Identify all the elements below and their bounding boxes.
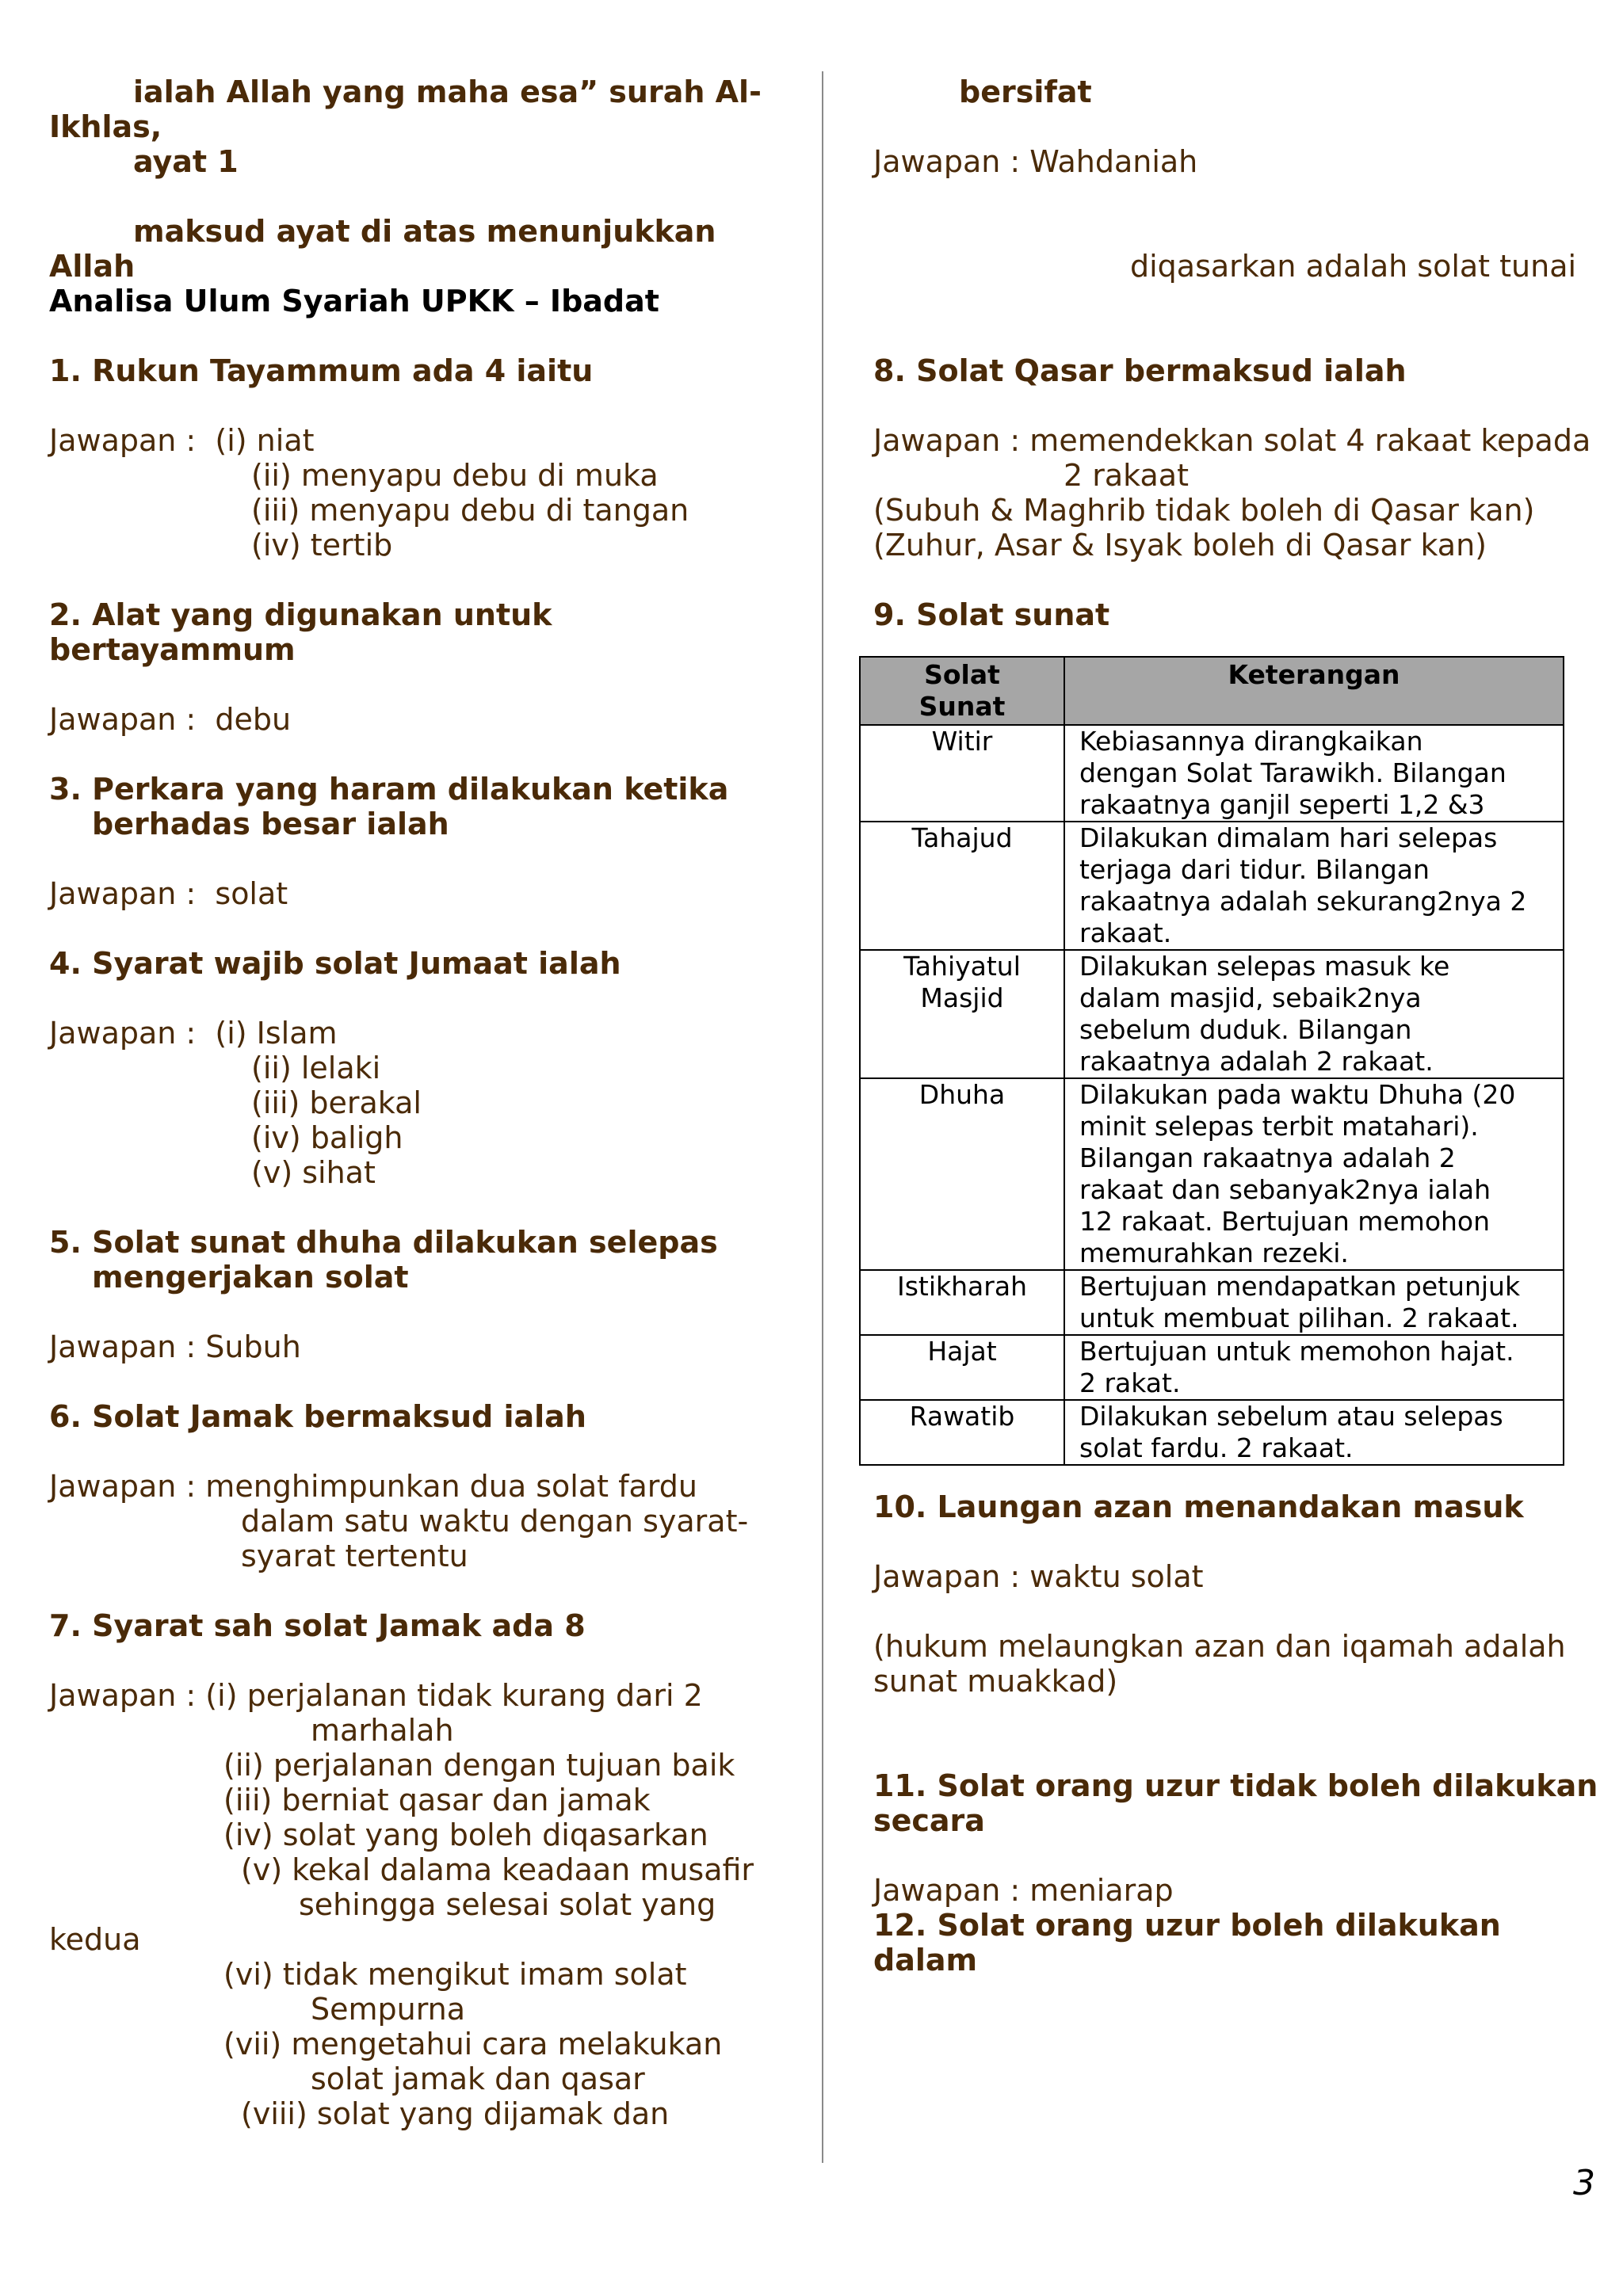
question-6: 6. Solat Jamak bermaksud ialah xyxy=(49,1399,586,1434)
right-column xyxy=(873,74,1602,1978)
answer-10-note: (hukum melaungkan azan dan iqamah adalah xyxy=(873,1629,1566,1664)
answer-7: Jawapan : (i) perjalanan tidak kurang dari 2 xyxy=(49,1678,703,1713)
prayer-description: Dilakukan sebelum atau selepas solat fardu. 2 rakaat. xyxy=(1064,1400,1564,1465)
column-divider xyxy=(822,71,823,2163)
prayer-description: Dilakukan pada waktu Dhuha (20 minit selepas terbit matahari). Bilangan rakaatnya adalah 2 rakaat dan sebanyak2nya ialah 12 rakaat. Bertujuan memohon memurahkan rezeki. xyxy=(1064,1078,1564,1270)
question-1: 1. Rukun Tayammum ada 4 iaitu xyxy=(49,353,594,388)
answer-6: syarat tertentu xyxy=(241,1539,468,1573)
prayer-name: Rawatib xyxy=(860,1400,1064,1465)
prayer-name: Witir xyxy=(860,725,1064,822)
answer-1: (iv) tertib xyxy=(251,528,393,563)
question-3: berhadas besar ialah xyxy=(92,807,449,841)
prayer-name: Istikharah xyxy=(860,1270,1064,1335)
answer-7: kedua xyxy=(49,1922,141,1957)
answer-7: (viii) solat yang dijamak dan xyxy=(241,2096,670,2131)
question-7: 7. Syarat sah solat Jamak ada 8 xyxy=(49,1608,586,1643)
intro-line: Allah xyxy=(49,249,136,284)
answer-4: (iv) baligh xyxy=(251,1120,403,1155)
table-header-keterangan: Keterangan xyxy=(1064,657,1564,725)
table-row xyxy=(860,1400,1564,1465)
question-2: 2. Alat yang digunakan untuk xyxy=(49,597,552,632)
prayer-description: Kebiasannya dirangkaikan dengan Solat Tarawikh. Bilangan rakaatnya ganjil seperti 1,2 &3 xyxy=(1064,725,1564,822)
answer-7: (iv) solat yang boleh diqasarkan xyxy=(223,1817,708,1852)
question-11: 11. Solat orang uzur tidak boleh dilakukan xyxy=(873,1768,1598,1803)
prayer-name: Hajat xyxy=(860,1335,1064,1400)
question-4: 4. Syarat wajib solat Jumaat ialah xyxy=(49,946,621,981)
intro-line: maksud ayat di atas menunjukkan xyxy=(133,214,716,249)
table-header-solat-sunat: Solat Sunat xyxy=(860,657,1064,725)
table-row xyxy=(860,950,1564,1078)
question-2: bertayammum xyxy=(49,632,296,667)
prayer-description: Dilakukan dimalam hari selepas terjaga dari tidur. Bilangan rakaatnya adalah sekurang2nya 2 rakaat. xyxy=(1064,822,1564,950)
prayer-description: Bertujuan untuk memohon hajat. 2 rakat. xyxy=(1064,1335,1564,1400)
answer-4: (ii) lelaki xyxy=(251,1051,381,1085)
answer-8-note: (Subuh & Maghrib tidak boleh di Qasar kan) xyxy=(873,493,1535,528)
table-row xyxy=(860,1270,1564,1335)
answer-1: (iii) menyapu debu di tangan xyxy=(251,493,689,528)
answer-11: Jawapan : meniarap xyxy=(873,1873,1174,1908)
answer-7: marhalah xyxy=(311,1713,454,1748)
answer-1: Jawapan : (i) niat xyxy=(49,423,315,458)
answer-10-note: sunat muakkad) xyxy=(873,1664,1118,1699)
question-11: secara xyxy=(873,1803,985,1838)
answer-3: Jawapan : solat xyxy=(49,876,288,911)
prayer-name: Dhuha xyxy=(860,1078,1064,1270)
question-12: dalam xyxy=(873,1943,978,1978)
answer-8: 2 rakaat xyxy=(1064,458,1189,493)
answer-7: Sempurna xyxy=(311,1992,466,2027)
continued-answer: Jawapan : Wahdaniah xyxy=(873,144,1198,179)
answer-2: Jawapan : debu xyxy=(49,702,292,737)
answer-4: Jawapan : (i) Islam xyxy=(49,1016,338,1051)
prayer-name: Tahajud xyxy=(860,822,1064,950)
answer-6: Jawapan : menghimpunkan dua solat fardu xyxy=(49,1469,697,1504)
question-5: 5. Solat sunat dhuha dilakukan selepas xyxy=(49,1225,718,1260)
question-12: 12. Solat orang uzur boleh dilakukan xyxy=(873,1908,1501,1943)
question-10: 10. Laungan azan menandakan masuk xyxy=(873,1489,1524,1524)
answer-10: Jawapan : waktu solat xyxy=(873,1559,1204,1594)
answer-5: Jawapan : Subuh xyxy=(49,1329,301,1364)
solat-sunat-table xyxy=(859,656,1564,1466)
answer-1: (ii) menyapu debu di muka xyxy=(251,458,659,493)
table-row xyxy=(860,822,1564,950)
answer-7: (iii) berniat qasar dan jamak xyxy=(223,1783,651,1817)
answer-6: dalam satu waktu dengan syarat- xyxy=(241,1504,749,1539)
continued-line: bersifat xyxy=(959,74,1092,109)
prayer-description: Bertujuan mendapatkan petunjuk untuk membuat pilihan. 2 rakaat. xyxy=(1064,1270,1564,1335)
question-5: mengerjakan solat xyxy=(92,1260,409,1295)
page-number: 3 xyxy=(1573,2163,1595,2203)
answer-7: (v) kekal dalama keadaan musafir xyxy=(241,1852,754,1887)
answer-7: solat jamak dan qasar xyxy=(311,2061,645,2096)
continued-line: diqasarkan adalah solat tunai xyxy=(1130,249,1577,284)
answer-7: (vii) mengetahui cara melakukan xyxy=(223,2027,723,2061)
intro-line: ialah Allah yang maha esa” surah Al- xyxy=(133,74,762,109)
answer-8: Jawapan : memendekkan solat 4 rakaat kepada xyxy=(873,423,1591,458)
prayer-name: Tahiyatul Masjid xyxy=(860,950,1064,1078)
table-header-row xyxy=(860,657,1564,725)
answer-7: sehingga selesai solat yang xyxy=(299,1887,716,1922)
question-3: 3. Perkara yang haram dilakukan ketika xyxy=(49,772,729,807)
answer-4: (iii) berakal xyxy=(251,1085,422,1120)
intro-line: Ikhlas, xyxy=(49,109,162,144)
question-8: 8. Solat Qasar bermaksud ialah xyxy=(873,353,1407,388)
left-column xyxy=(49,74,794,2131)
answer-4: (v) sihat xyxy=(251,1155,376,1190)
prayer-description: Dilakukan selepas masuk ke dalam masjid, sebaik2nya sebelum duduk. Bilangan rakaatnya adalah 2 rakaat. xyxy=(1064,950,1564,1078)
table-row xyxy=(860,1335,1564,1400)
answer-7: (ii) perjalanan dengan tujuan baik xyxy=(223,1748,735,1783)
table-row xyxy=(860,1078,1564,1270)
question-9: 9. Solat sunat xyxy=(873,597,1110,632)
intro-line: ayat 1 xyxy=(133,144,239,179)
answer-8-note: (Zuhur, Asar & Isyak boleh di Qasar kan) xyxy=(873,528,1487,563)
table-row xyxy=(860,725,1564,822)
document-heading: Analisa Ulum Syariah UPKK – Ibadat xyxy=(49,284,659,318)
answer-7: (vi) tidak mengikut imam solat xyxy=(223,1957,687,1992)
